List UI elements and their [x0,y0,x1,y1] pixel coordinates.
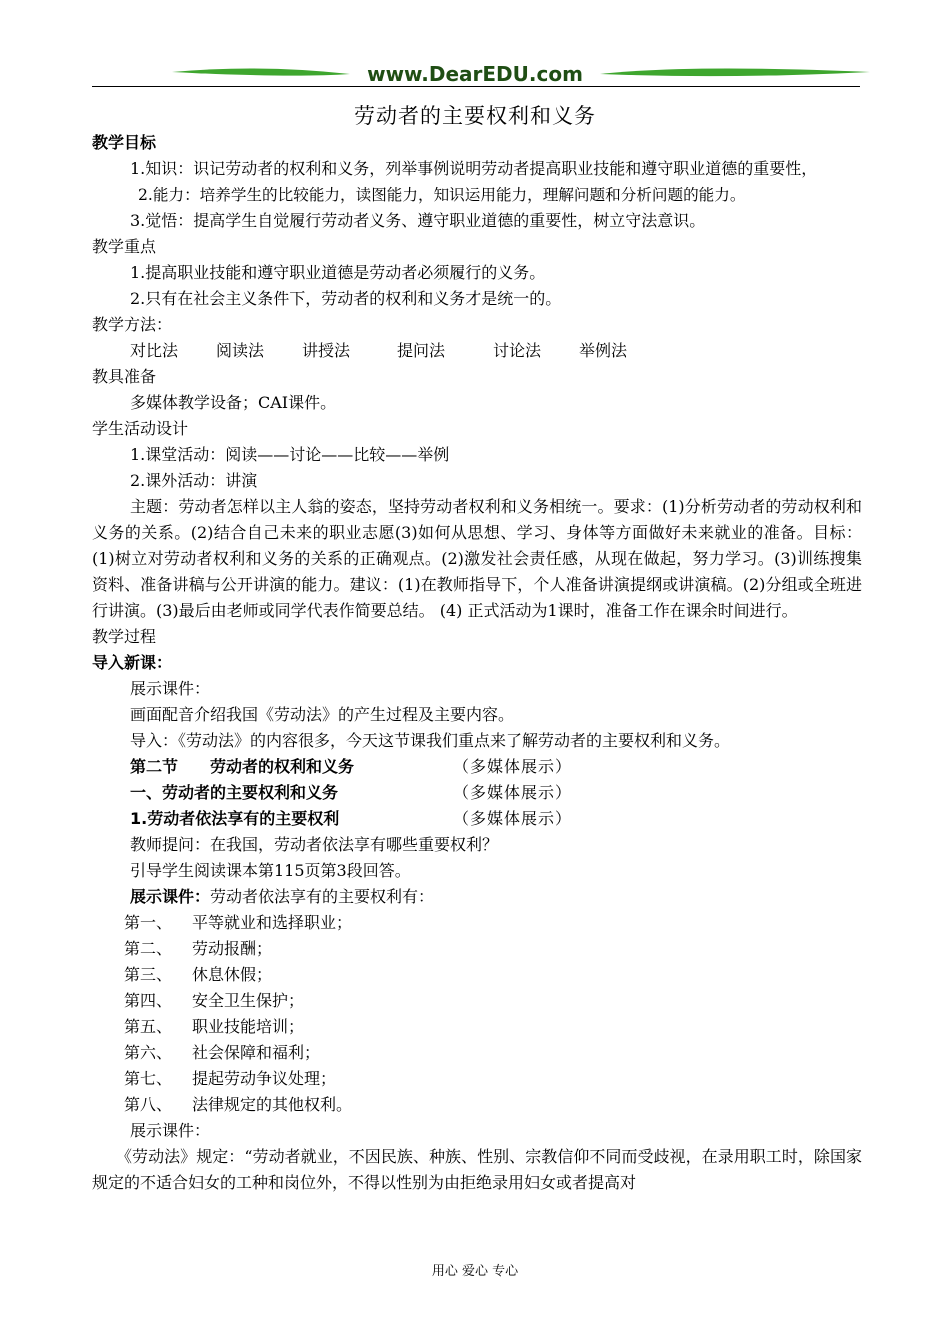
rights-item: 第七、 提起劳动争议处理； [124,1069,337,1088]
rights-item: 第五、 职业技能培训； [124,1017,305,1036]
tools-text: 多媒体教学设备；CAI课件。 [130,393,337,412]
intro-heading: 导入新课： [92,653,173,672]
show-courseware-1-text: 画面配音介绍我国《劳动法》的产生过程及主要内容。 [130,705,515,724]
show-courseware-2-text: 劳动者依法享有的主要权利有： [210,887,435,906]
method-item: 讨论法 [493,341,542,360]
method-item: 提问法 [397,341,446,360]
activity-1: 1.课堂活动：阅读——讨论——比较——举例 [130,445,450,464]
section-note: （多媒体展示） [453,783,573,802]
keypoint-1: 1.提高职业技能和遵守职业道德是劳动者必须履行的义务。 [130,263,546,282]
methods-list [92,338,862,364]
rights-item: 第二、 劳动报酬； [124,939,273,958]
rights-item: 第四、 安全卫生保护； [124,991,305,1010]
keypoint-2: 2.只有在社会主义条件下，劳动者的权利和义务才是统一的。 [130,289,562,308]
method-item: 对比法 [130,341,179,360]
method-item: 讲授法 [302,341,351,360]
banner-left-swoosh [172,68,350,75]
page-title: 劳动者的主要权利和义务 [354,104,596,128]
labor-law-text: 《劳动法》规定：“劳动者就业，不因民族、种族、性别、宗教信仰不同而受歧视，在录用职工时，除国家规定的不适合妇女的工种和岗位外，不得以性别为由拒绝录用妇女或者提高对 [92,1147,862,1192]
section-heading-row [92,780,862,806]
section-title: 1.劳动者依法享有的主要权利 [130,809,340,828]
rights-item: 第三、 休息休假； [124,965,273,984]
methods-heading: 教学方法： [92,315,173,334]
section-heading-row [92,754,862,780]
objective-3: 3.觉悟：提高学生自觉履行劳动者义务、遵守职业道德的重要性，树立守法意识。 [130,211,706,230]
activity-2: 2.课外活动：讲演 [130,471,258,490]
section-number: 第二节 [130,757,179,776]
method-item: 举例法 [579,341,628,360]
show-courseware-3: 展示课件： [130,1121,211,1140]
objectives-heading: 教学目标 [92,133,157,152]
rights-item: 第八、 法律规定的其他权利。 [124,1095,353,1114]
banner-right-swoosh [600,68,870,76]
tools-heading: 教具准备 [92,367,157,386]
section-heading-row [92,806,862,832]
reading-guide: 引导学生阅读课本第115页第3段回答。 [130,861,411,880]
objective-2: 2.能力：培养学生的比较能力，读图能力，知识运用能力，理解问题和分析问题的能力。 [138,186,746,204]
teacher-question: 教师提问：在我国，劳动者依法享有哪些重要权利？ [130,835,499,854]
site-url: www.DearEDU.com [367,62,583,86]
show-courseware-2 [92,884,862,910]
rights-item: 第六、 社会保障和福利； [124,1043,321,1062]
section-note: （多媒体展示） [453,809,573,828]
process-heading: 教学过程 [92,627,157,646]
header-rule [92,86,860,87]
section-title: 一、劳动者的主要权利和义务 [130,783,339,802]
show-courseware-1: 展示课件： [130,679,211,698]
show-courseware-2-label: 展示课件： [130,887,211,906]
objective-1: 1.知识：识记劳动者的权利和义务，列举事例说明劳动者提高职业技能和遵守职业道德的重要性， [130,159,818,178]
document-body [92,130,862,1196]
activities-heading: 学生活动设计 [92,419,189,438]
rights-item: 第一、 平等就业和选择职业； [124,913,353,932]
lead-in: 导入：《劳动法》的内容很多，今天这节课我们重点来了解劳动者的主要权利和义务。 [130,731,731,750]
keypoints-heading: 教学重点 [92,237,157,256]
section-note: （多媒体展示） [453,757,573,776]
site-banner [170,62,890,88]
page-footer: 用心 爱心 专心 [431,1264,519,1279]
section-title: 劳动者的权利和义务 [210,757,355,776]
method-item: 阅读法 [216,341,265,360]
activity-theme: 主题：劳动者怎样以主人翁的姿态，坚持劳动者权利和义务相统一。要求：(1)分析劳动者的劳动权利和义务的关系。(2)结合自己未来的职业志愿(3)如何从思想、学习、身体等方面做好未来就业的准备。目标：(1)树立对劳动者权利和义务的关系的正确观点。(2)激发社会责任感，从现在做起，努力学习。(3)训练搜集资料、准备讲稿与公开讲演的能力。建议：(1)在教师指导下，个人准备讲演提纲或讲演稿。(2)分组或全班进行讲演。(3)最后由老师或同学代表作简要总结。 (4) 正式活动为1课时，准备工作在课余时间进行。 [92,497,862,620]
